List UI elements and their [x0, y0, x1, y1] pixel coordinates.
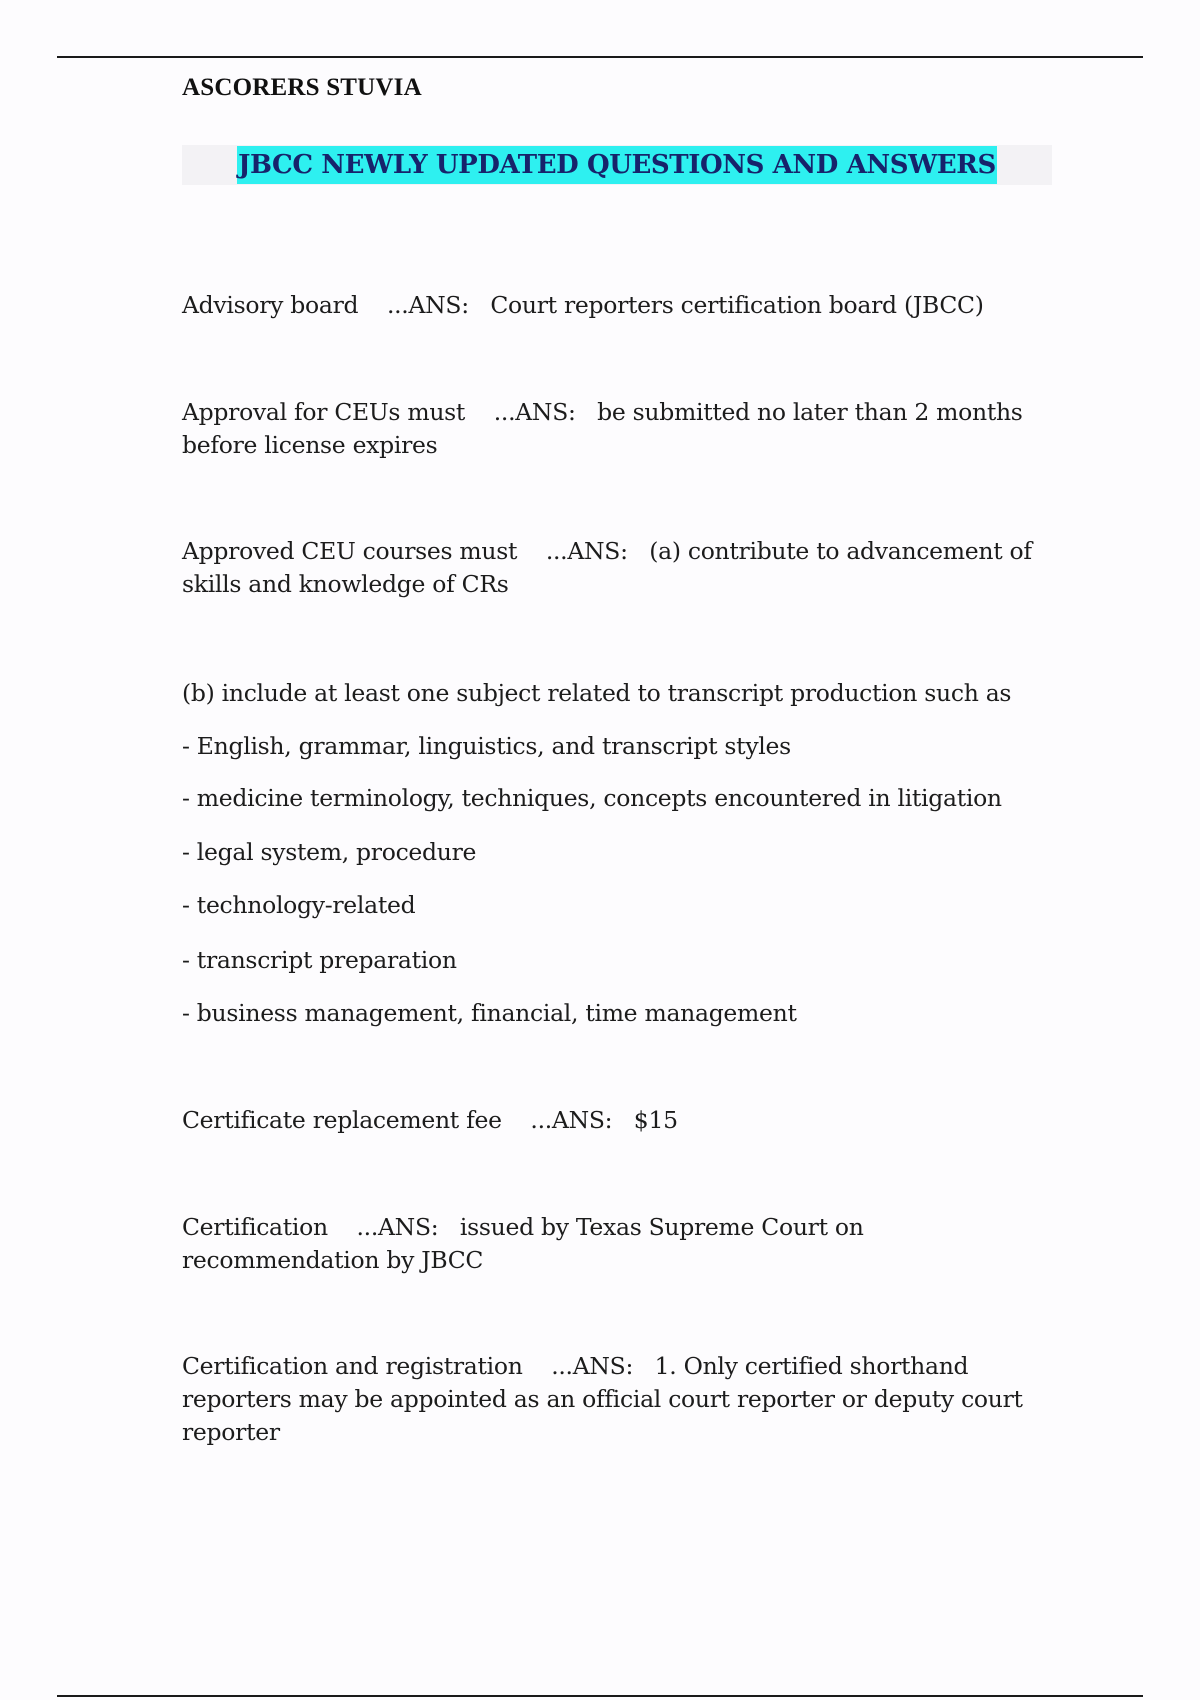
- ceu-intro: (b) include at least one subject related to transcript production such as: [182, 679, 1012, 707]
- document-title: JBCC NEWLY UPDATED QUESTIONS AND ANSWERS: [237, 146, 997, 184]
- qa-ans-marker: ...ANS:: [386, 291, 469, 319]
- qa-answer: (a) contribute to advancement of skills and knowledge of CRs: [182, 537, 1039, 598]
- ceu-subject-item: - medicine terminology, techniques, concepts encountered in litigation: [182, 784, 1002, 812]
- qa-ans-marker: ...ANS:: [356, 1213, 439, 1241]
- qa-answer: 1. Only certified shorthand reporters may be appointed as an official court reporter or deputy court reporter: [182, 1352, 1030, 1446]
- bottom-rule: [57, 1695, 1143, 1697]
- qa-entry: [182, 1350, 1062, 1449]
- qa-entry: [182, 535, 1062, 601]
- qa-term: Certificate replacement fee: [182, 1106, 502, 1134]
- qa-ans-marker: ...ANS:: [551, 1352, 634, 1380]
- title-band: [182, 145, 1052, 185]
- ceu-subject-item: - legal system, procedure: [182, 838, 477, 866]
- ceu-subject-item: - business management, financial, time management: [182, 999, 797, 1027]
- ceu-subject-item: - transcript preparation: [182, 946, 457, 974]
- ceu-subject-item: - English, grammar, linguistics, and transcript styles: [182, 732, 791, 760]
- qa-answer: be submitted no later than 2 months before license expires: [182, 398, 1030, 459]
- top-rule: [57, 56, 1143, 58]
- qa-entry: [182, 1104, 1062, 1137]
- qa-entry: [182, 396, 1062, 462]
- qa-term: Approval for CEUs must: [182, 398, 466, 426]
- qa-answer: Court reporters certification board (JBCC): [490, 291, 984, 319]
- qa-term: Certification: [182, 1213, 328, 1241]
- qa-term: Approved CEU courses must: [182, 537, 518, 565]
- qa-ans-marker: ...ANS:: [493, 398, 576, 426]
- qa-ans-marker: ...ANS:: [530, 1106, 613, 1134]
- qa-term: Certification and registration: [182, 1352, 523, 1380]
- qa-answer: issued by Texas Supreme Court on recommendation by JBCC: [182, 1213, 871, 1274]
- qa-answer: $15: [633, 1106, 678, 1134]
- qa-ans-marker: ...ANS:: [545, 537, 628, 565]
- qa-entry: [182, 1211, 1062, 1277]
- document-header-label: ASCORERS STUVIA: [182, 74, 422, 101]
- qa-term: Advisory board: [182, 291, 359, 319]
- ceu-subject-item: - technology-related: [182, 891, 416, 919]
- qa-entry: [182, 289, 1062, 322]
